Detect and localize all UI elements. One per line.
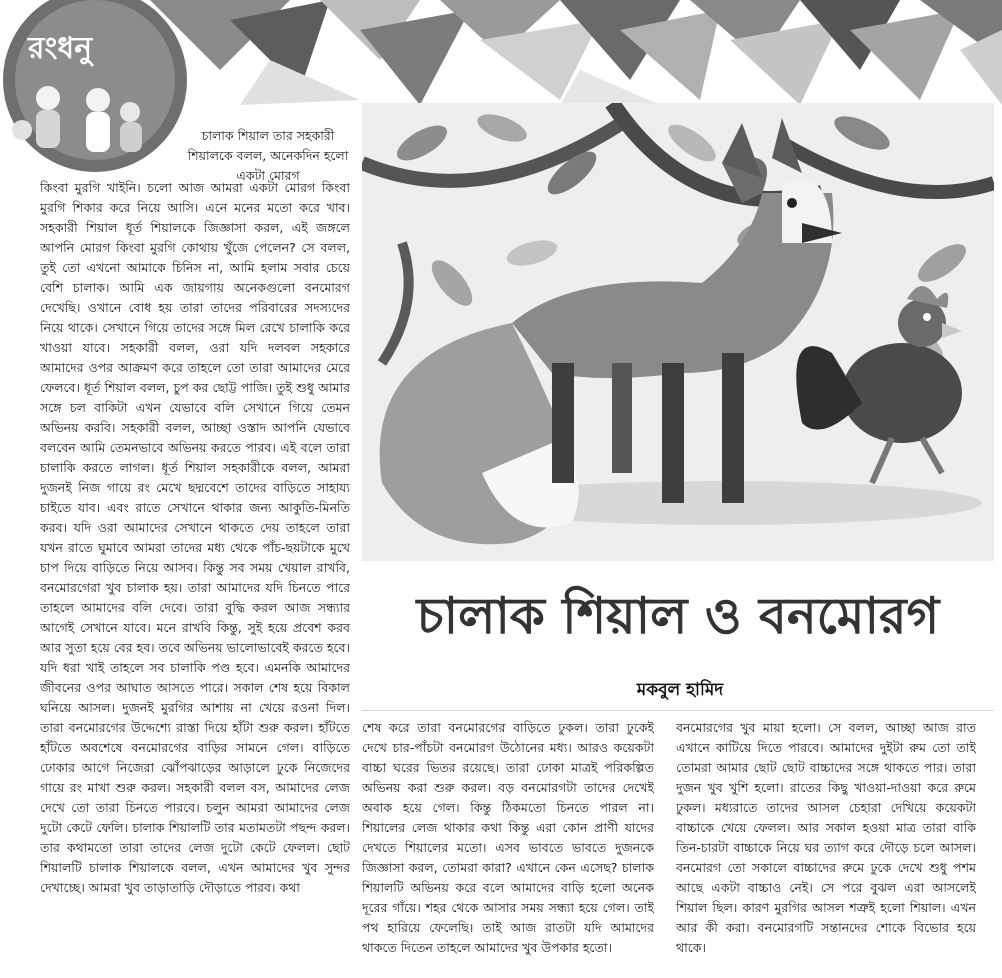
article-column-3: বনমোরগের খুব মায়া হলো। সে বলল, আচ্ছা আজ রাত এখানে কাটিয়ে দিতে পারবে। আমাদের দুইটা রুম তো তাই তোমরা আমার ছোট ছোট বাচ্চাদের সঙ্গে থাকতে পার। তারা দুজন খুব খুশি হলো। রাতের কিছু খাওয়া-দাওয়া করে রুমে ঢুকল। মধ্যরাতে তাদের আসল চেহারা দেখিয়ে কয়েকটা বাচ্চাকে খেয়ে ফেলল। আর সকাল হওয়া মাত্র তারা বাকি তিন-চারটা বাচ্চাকে নিয়ে ঘর ত্যাগ করে দৌড়ে চলে আসল। বনমোরগ তো সকালে বাচ্চাদের রুমে ঢুকে দেখে শুধু পশম আছে একটা বাচ্চাও নেই। সে পরে বুঝল এরা আসলেই শিয়াল ছিল। কারণ মুরগির আসল শত্রুই হলো শিয়াল। এখন আর কী করা। বনমোরগটি সন্তানদের শোকে বিভোর হয়ে থাকে। xyxy=(676,720,976,955)
article-column-1: কিংবা মুরগি খাইনি। চলো আজ আমরা একটা মোরগ কিংবা মুরগি শিকার করে নিয়ে আসি। এনে মনের মতো করে খাব। সহকারী শিয়াল ধূর্ত শিয়ালকে জিজ্ঞাসা করল, এই জঙ্গলে আপনি মোরগ কিংবা মুরগি কোথায় খুঁজে পেলেন? সে বলল, তুই তো এখনো আমাকে চিনিস না, আমি হলাম সবার চেয়ে বেশি চালাক। আমি এক জায়গায় অনেকগুলো বনমোরগ দেখেছি। ওখানে বোধ হয় তারা তাদের পরিবারের সদস্যদের নিয়ে থাকে। সেখানে গিয়ে তাদের সঙ্গে মিল রেখে চালাকি করে খাওয়া যাবে। সহকারী বলল, ওরা যদি দলবল সহকারে আমাদের ওপর আক্রমণ করে তাহলে তো তারা আমাদের মেরে ফেলবে। ধূর্ত শিয়াল বলল, চুপ কর ছোট্ট পাজি। তুই শুধু আমার সঙ্গে চল বাকিটা এখন যেভাবে বলি সেখানে গিয়ে তেমন অভিনয় করবি। সহকারী বলল, আচ্ছা ওস্তাদ আপনি যেভাবে বলবেন আমি তেমনভাবে অভিনয় করতে পারব। এই বলে তারা চালাকি করতে লাগল। ধূর্ত শিয়াল সহকারীকে বলল, আমরা দুজনই নিজ গায়ে রং মেখে ছদ্মবেশে তাদের বাড়িতে সাহায্য চাইতে যাব। এবং রাতে সেখানে থাকার জন্য আকুতি-মিনতি করব। যদি ওরা আমাদের সেখানে থাকতে দেয় তাহলে তারা যখন রাতে ঘুমাবে আমরা তাদের মধ্য থেকে পাঁচ-ছয়টাকে মুখে চাপ দিয়ে বাড়িতে নিয়ে আসব। কিন্তু সব সময় খেয়াল রাখবি, বনমোরগেরা খুব চালাক হয়। তারা আমাদের যদি চিনতে পারে তাহলে আমাদের বলি দেবে। তারা বুদ্ধি করল আজ সন্ধ্যার আগেই সেখানে যাবে। মনে রাখবি কিন্তু, সুই হয়ে প্রবেশ করব আর সুতা হয়ে বের হব। তবে অভিনয় ভালোভাবেই করতে হবে। যদি ধরা খাই তাহলে সব চালাকি পণ্ড হবে। এমনকি আমাদের জীবনের ওপর আঘাত আসতে পারে। সকাল শেষ হয়ে বিকাল ঘনিয়ে আসল। দুজনই মুরগির আশায় না খেয়ে রওনা দিল। তারা বনমোরগের উদ্দেশ্যে রাস্তা দিয়ে হাঁটা শুরু করল। হাঁটতে হাঁটতে অবশেষে বনমোরগের বাড়ির সামনে গেল। বাড়িতে ঢোকার আগে নিজেরা ঝোঁপঝাড়ের আড়ালে ঢুকে নিজেদের গায়ে রং মাখা শুরু করল। সহকারী বলল বস, আমাদের লেজ দেখে তো তারা চিনতে পারবে। চলুন আমরা আমাদের লেজ দুটো কেটে ফেলি। চালাক শিয়ালটি তার মতামতটা পছন্দ করল। তার কথামতো তারা তাদের লেজ দুটো কেটে ফেলল। ছোট শিয়ালটি চালাক শিয়ালকে বলল, এখন আমাদের খুব সুন্দর দেখাচ্ছে। আমরা খুব তাড়াতাড়ি দৌড়াতে পারব। কথা xyxy=(40,180,350,895)
article-headline: চালাক শিয়াল ও বনমোরগ xyxy=(416,586,940,645)
intro-text: চালাক শিয়াল তার সহকারী শিয়ালকে বলল, অনেকদিন হলো একটা মোরগ xyxy=(187,128,349,183)
section-logo-text: রংধনু xyxy=(28,31,93,66)
divider xyxy=(362,710,994,711)
section-logo-badge xyxy=(0,0,190,180)
article-column-2: শেষ করে তারা বনমোরগের বাড়িতে ঢুকল। তারা ঢুকেই দেখে চার-পাঁচটা বনমোরগ উঠোনের মধ্য। আরও কয়েকটা বাচ্চা ঘরের ভিতর রয়েছে। তারা ঢোকা মাত্রই পরিকল্পিত অভিনয় করা শুরু করল। বড় বনমোরগটা তাদের দেখেই অবাক হয়ে গেল। কিন্তু ঠিকমতো চিনতে পারল না। শিয়ালের লেজ থাকার কথা কিন্তু এরা কোন প্রাণী যাদের দেখতে শিয়ালের মতো। এসব ভাবতে ভাবতে দুজনকে জিজ্ঞাসা করল, তোমরা কারা? এখানে কেন এসেছ? চালাক শিয়ালটি অভিনয় করে বলে আমাদের বাড়ি হলো অনেক দূরের গাঁয়ে। শহর থেকে আসার সময় সন্ধ্যা হয়ে গেল। তাই পথ হারিয়ে ফেলেছি। তাই আজ রাতটা যদি আমাদের থাকতে দিতেন তাহলে আমাদের খুব উপকার হতো। xyxy=(362,720,654,955)
story-illustration xyxy=(362,103,994,561)
author-byline: মকবুল হামিদ xyxy=(636,680,724,700)
